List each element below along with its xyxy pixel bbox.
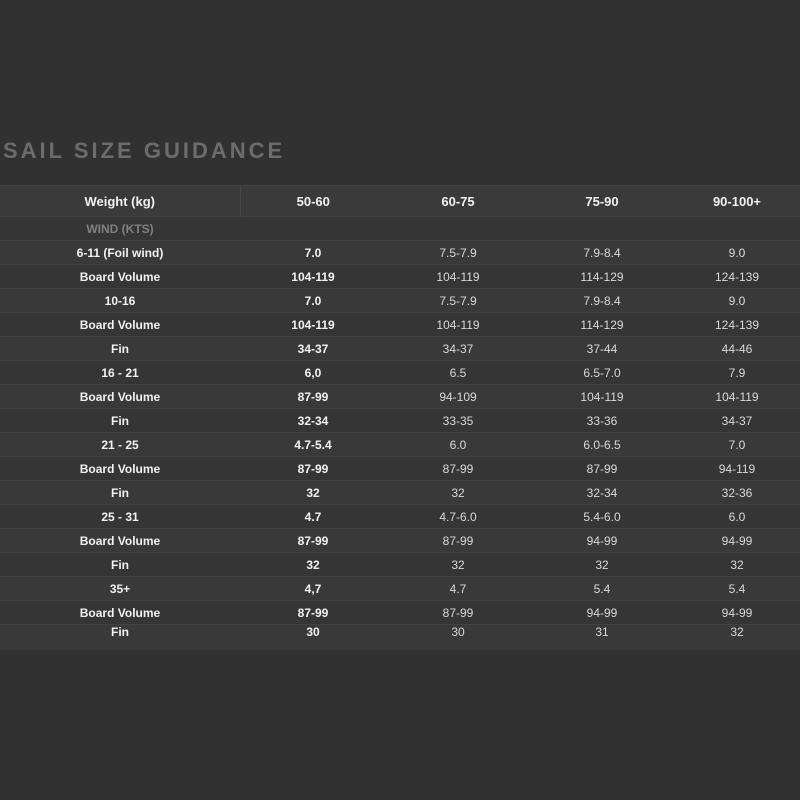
table-cell: 34-37 [297, 341, 329, 356]
table-cell: 94-99 [586, 533, 618, 548]
table-cell: 9.0 [728, 293, 746, 308]
table-row [0, 553, 800, 577]
column-header-90-100: 90-100+ [712, 193, 762, 209]
column-header-50-60: 50-60 [296, 193, 330, 209]
table-cell: 7.9-8.4 [583, 293, 621, 308]
table-cell: 33-36 [586, 413, 618, 428]
table-cell: 4,7 [304, 581, 322, 596]
table-row [0, 289, 800, 313]
row-label: 10-16 [104, 293, 136, 308]
table-cell: 87-99 [297, 533, 329, 548]
table-cell: 114-129 [580, 269, 624, 284]
row-label: Fin [111, 485, 129, 500]
row-label: Board Volume [79, 389, 161, 404]
table-cell: 7.5-7.9 [439, 245, 477, 260]
sail-size-table-container [0, 185, 800, 650]
page-title: SAIL SIZE GUIDANCE [3, 138, 286, 163]
table-cell: 124-139 [714, 317, 760, 332]
table-cell: 104-119 [715, 389, 759, 404]
table-cell: 7.9 [728, 365, 746, 380]
empty-cell [386, 217, 530, 241]
table-cell: 32 [306, 557, 320, 572]
table-row [0, 241, 800, 265]
table-cell: 7.9-8.4 [583, 245, 621, 260]
column-header-weight: Weight (kg) [0, 186, 240, 217]
table-cell: 104-119 [291, 317, 335, 332]
row-label: Board Volume [79, 461, 161, 476]
table-cell: 9.0 [728, 245, 746, 260]
table-cell: 32-34 [297, 413, 329, 428]
row-label: Fin [111, 413, 129, 428]
empty-cell [674, 217, 800, 241]
row-label: 6-11 (Foil wind) [76, 245, 164, 260]
table-cell: 94-119 [718, 461, 756, 476]
table-cell: 32 [451, 485, 465, 500]
table-cell: 4.7 [304, 509, 322, 524]
row-label: 25 - 31 [101, 509, 139, 524]
table-cell: 32 [306, 485, 320, 500]
table-cell: 94-109 [439, 389, 477, 404]
table-cell: 37-44 [586, 341, 618, 356]
table-cell: 5.4 [593, 581, 611, 596]
table-cell: 7.0 [728, 437, 746, 452]
table-row [0, 433, 800, 457]
table-row [0, 601, 800, 625]
table-cell: 5.4-6.0 [583, 509, 621, 524]
table-row [0, 337, 800, 361]
column-header-60-75: 60-75 [441, 193, 475, 209]
table-cell: 6.0 [728, 509, 746, 524]
table-cell: 124-139 [714, 269, 760, 284]
row-label: 16 - 21 [101, 365, 139, 380]
table-cell: 44-46 [721, 341, 753, 356]
table-cell: 87-99 [442, 461, 474, 476]
empty-cell [530, 217, 674, 241]
table-cell: 30 [451, 625, 465, 639]
table-row [0, 481, 800, 505]
table-cell: 32 [730, 557, 744, 572]
table-row [0, 385, 800, 409]
table-cell: 32-34 [586, 485, 618, 500]
table-cell: 87-99 [442, 533, 474, 548]
table-cell: 34-37 [442, 341, 474, 356]
table-cell: 104-119 [436, 317, 480, 332]
table-cell: 33-35 [442, 413, 474, 428]
row-label: Board Volume [79, 605, 161, 620]
table-row [0, 409, 800, 433]
row-label: Board Volume [79, 269, 161, 284]
table-cell: 87-99 [297, 389, 329, 404]
section-header-row [0, 217, 800, 241]
table-cell: 4.7-5.4 [294, 437, 332, 452]
table-cell: 7.0 [304, 245, 322, 260]
row-label: Fin [111, 557, 129, 572]
table-cell: 104-119 [580, 389, 624, 404]
header-row [0, 186, 800, 217]
table-cell: 30 [306, 625, 320, 639]
table-cell: 5.4 [728, 581, 746, 596]
table-cell: 114-129 [580, 317, 624, 332]
row-label: Board Volume [79, 317, 161, 332]
table-row [0, 313, 800, 337]
table-row [0, 361, 800, 385]
table-cell: 6.5-7.0 [583, 365, 621, 380]
table-cell: 31 [595, 625, 609, 639]
table-cell: 7.5-7.9 [439, 293, 477, 308]
empty-cell [240, 217, 386, 241]
table-cell: 32 [595, 557, 609, 572]
table-row [0, 505, 800, 529]
table-cell: 4.7 [449, 581, 467, 596]
table-cell: 32-36 [721, 485, 753, 500]
table-cell: 87-99 [442, 605, 474, 620]
table-cell: 87-99 [297, 461, 329, 476]
row-label: 35+ [109, 581, 131, 596]
table-cell: 32 [451, 557, 465, 572]
table-row [0, 529, 800, 553]
table-cell: 6,0 [304, 365, 322, 380]
table-cell: 4.7-6.0 [439, 509, 477, 524]
row-label: Fin [111, 341, 129, 356]
table-row [0, 625, 800, 651]
table-cell: 87-99 [586, 461, 618, 476]
table-cell: 104-119 [291, 269, 335, 284]
table-cell: 6.0 [449, 437, 467, 452]
row-label: Board Volume [79, 533, 161, 548]
table-cell: 32 [730, 625, 744, 639]
table-cell: 34-37 [721, 413, 753, 428]
sail-size-table [0, 185, 800, 650]
table-cell: 87-99 [297, 605, 329, 620]
row-label: Fin [111, 625, 129, 639]
table-cell: 94-99 [586, 605, 618, 620]
table-cell: 94-99 [721, 533, 753, 548]
row-label: 21 - 25 [101, 437, 139, 452]
table-cell: 6.0-6.5 [583, 437, 621, 452]
table-cell: 94-99 [721, 605, 753, 620]
table-cell: 7.0 [304, 293, 322, 308]
table-row [0, 265, 800, 289]
column-header-75-90: 75-90 [585, 193, 619, 209]
table-cell: 104-119 [436, 269, 480, 284]
table-cell: 6.5 [449, 365, 467, 380]
table-row [0, 577, 800, 601]
section-header-wind-kts: WIND (KTS) [86, 221, 154, 236]
table-row [0, 457, 800, 481]
